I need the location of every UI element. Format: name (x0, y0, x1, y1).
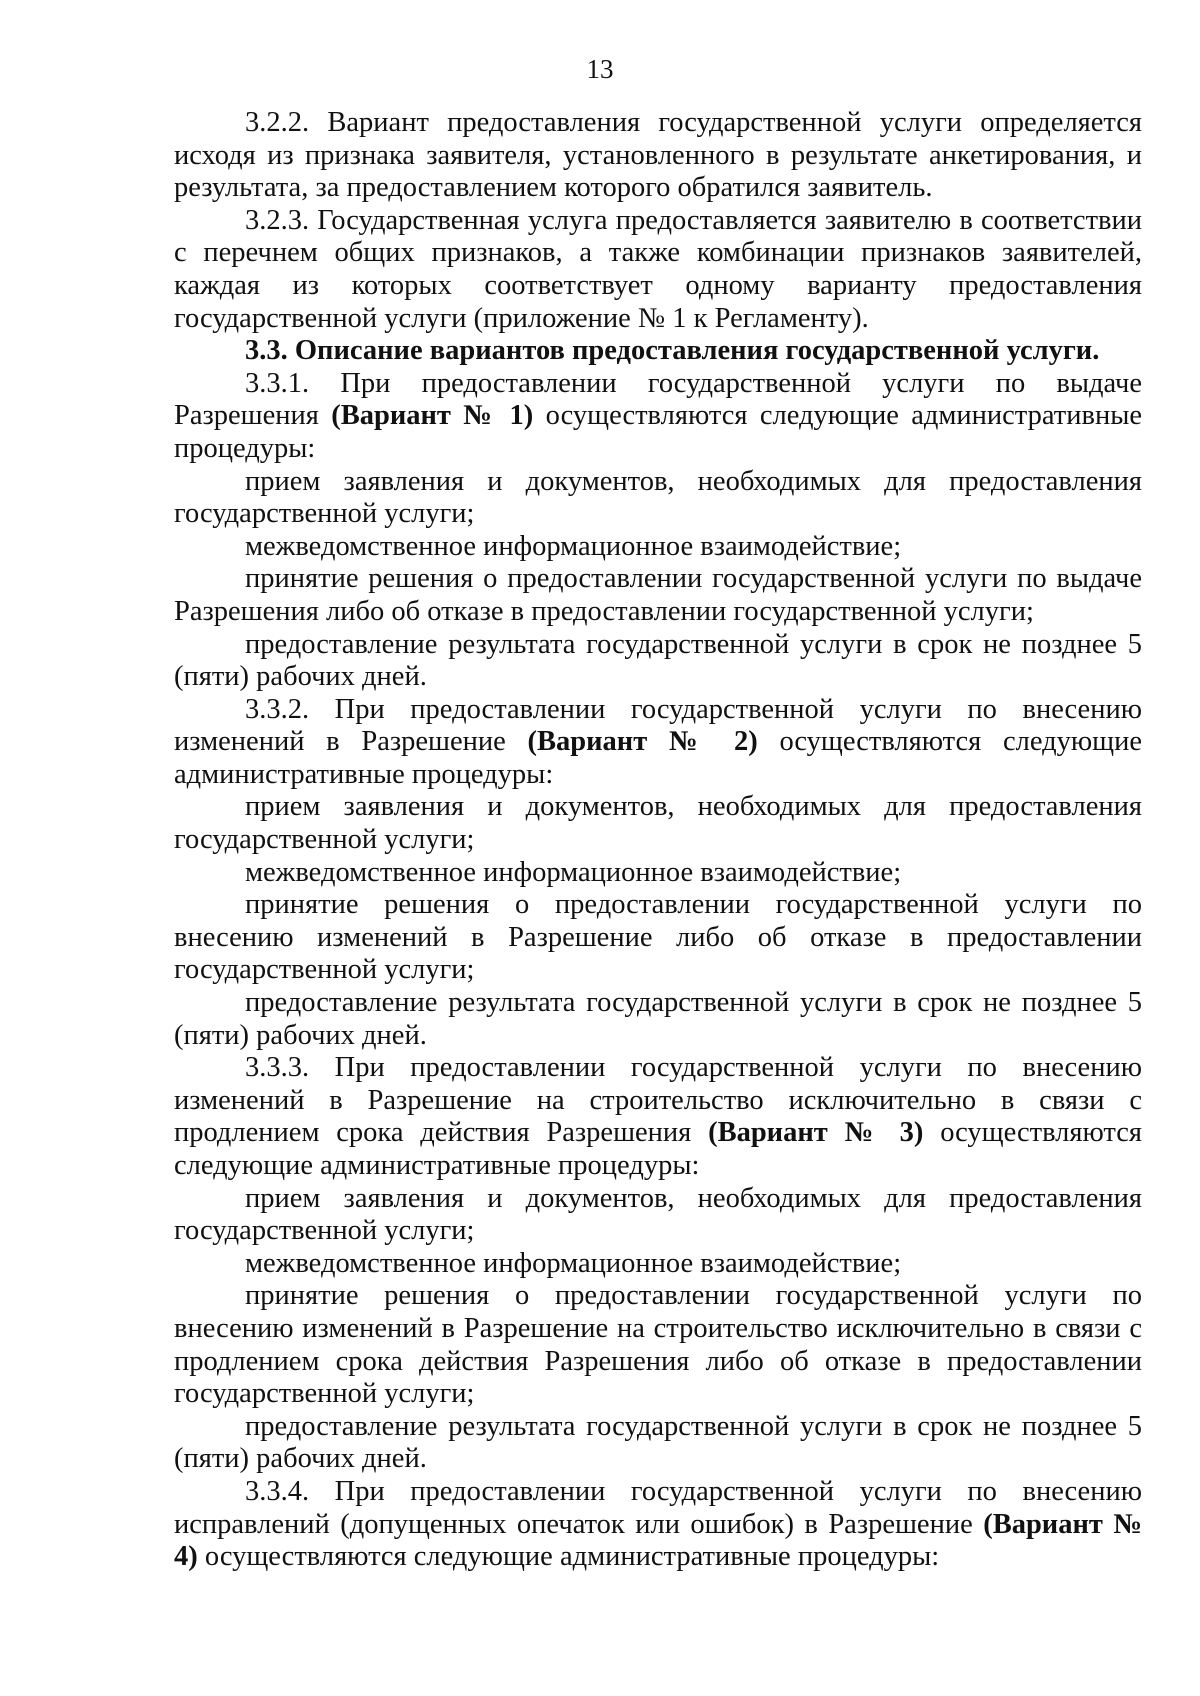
procedure-item: прием заявления и документов, необходимых для предоставления государственной услуги; (174, 1182, 1142, 1247)
procedure-item: принятие решения о предоставлении государственной услуги по внесению изменений в Разрешение либо об отказе в предоставлении государственной услуги; (174, 889, 1142, 986)
procedure-item: прием заявления и документов, необходимых для предоставления государственной услуги; (174, 791, 1142, 856)
document-body (174, 107, 1142, 1574)
paragraph-3-3-1: 3.3.1. При предоставлении государственной услуги по выдаче Разрешения (Вариант № 1) осуществляются следующие административные процедуры: (174, 367, 1142, 464)
procedure-item: межведомственное информационное взаимодействие; (245, 530, 902, 562)
procedure-item: межведомственное информационное взаимодействие; (245, 856, 902, 888)
procedure-item: предоставление результата государственной услуги в срок не позднее 5 (пяти) рабочих дней. (174, 987, 1142, 1051)
variant-3-label: (Вариант № 3) (708, 1117, 924, 1149)
procedure-item: предоставление результата государственной услуги в срок не позднее 5 (пяти) рабочих дней. (174, 1410, 1142, 1475)
paragraph-3-3-2: 3.3.2. При предоставлении государственной услуги по внесению изменений в Разрешение (Вариант № 2) осуществляются следующие административные процедуры: (174, 693, 1142, 790)
section-heading-text: 3.3. Описание вариантов предоставления государственной услуги. (245, 335, 1100, 367)
procedure-item: прием заявления и документов, необходимых для предоставления государственной услуги; (174, 465, 1142, 530)
variant-4-label: (Вариант № 4) (174, 1508, 1142, 1573)
procedure-item: принятие решения о предоставлении государственной услуги по выдаче Разрешения либо об отказе в предоставлении государственной услуги; (174, 563, 1142, 627)
paragraph-3-2-3: 3.2.3. Государственная услуга предоставляется заявителю в соответствии с перечнем общих признаков, а также комбинации признаков заявителей, каждая из которых соответствует одному варианту предоставления государственной услуги (приложение № 1 к Регламенту). (174, 204, 1142, 334)
procedure-item: предоставление результата государственной услуги в срок не позднее 5 (пяти) рабочих дней. (174, 628, 1142, 693)
paragraph-3-2-2: 3.2.2. Вариант предоставления государственной услуги определяется исходя из признака заявителя, установленного в результате анкетирования, и результата, за предоставлением которого обратился заявитель. (174, 107, 1142, 204)
paragraph-3-3-3: 3.3.3. При предоставлении государственной услуги по внесению изменений в Разрешение на строительство исключительно в связи с продлением срока действия Разрешения (Вариант № 3) осуществляются следующие административные процедуры: (174, 1052, 1142, 1181)
procedure-item: межведомственное информационное взаимодействие; (245, 1247, 902, 1279)
paragraph-3-3-4: 3.3.4. При предоставлении государственной услуги по внесению исправлений (допущенных опечаток или ошибок) в Разрешение (Вариант № 4) осуществляются следующие административные процедуры: (174, 1475, 1142, 1573)
section-heading-3-3 (174, 335, 1142, 368)
variant-2-label: (Вариант № 2) (527, 726, 758, 758)
procedure-item: принятие решения о предоставлении государственной услуги по внесению изменений в Разрешение на строительство исключительно в связи с продлением срока действия Разрешения либо об отказе в предоставлении государственной услуги; (174, 1280, 1142, 1410)
page-number: 13 (586, 54, 614, 84)
variant-1-label: (Вариант № 1) (331, 400, 534, 432)
